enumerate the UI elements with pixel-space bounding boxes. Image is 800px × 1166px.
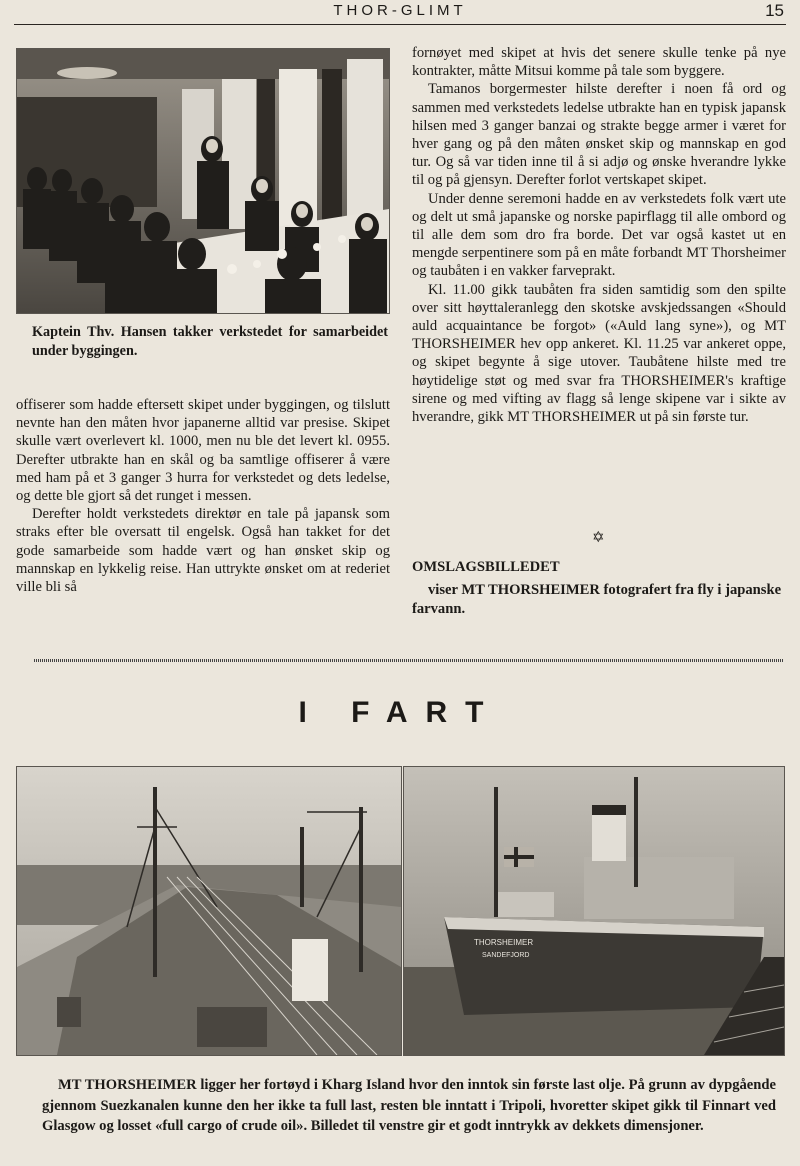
dotted-divider <box>34 659 784 662</box>
banquet-photo <box>16 48 390 314</box>
right-column <box>412 44 786 426</box>
right-paragraph: fornøyet med skipet at hvis det senere skulle tenke på nye kontrakter, måtte Mitsui komme på tale som byggere. <box>412 45 786 80</box>
page-number: 15 <box>765 1 784 20</box>
page-header <box>14 0 786 25</box>
hull-port-text: SANDEFJORD <box>482 952 530 959</box>
ship-moored-photo <box>403 766 785 1056</box>
right-paragraph: Kl. 11.00 gikk taubåten fra siden samtidig som den spilte over sitt høyttaleranlegg den skotske avskjedssangen «Should auld acquaintance be forgot» («Auld lang syne»), og MT THORSHEIMER hev opp ankeret. Kl. 11.25 var ankeret oppe, og skipet begynte å sige utover. Taubåtene hilste med tre høytidelige støt og med svar fra THORSHEIMER's kraftige sirene og med vifting av flagg så lenge skipene var i sikte av hverandre, gikk MT THORSHEIMER ut på sin første tur. <box>412 281 786 426</box>
star-ornament: ✡ <box>592 530 605 546</box>
bottom-photo-caption: MT THORSHEIMER ligger her fortøyd i Kharg Island hvor den inntok sin første last olje. På grunn av dypgående gjennom Suezkanalen kunne den her ikke ta full last, resten ble inntatt i Tripoli, hvoretter skipet gikk til Finnart ved Glasgow og losset «full cargo of crude oil». Billedet til venstre gir et godt inntrykk av dekkets dimensjoner. <box>42 1077 776 1134</box>
top-photo-caption: Kaptein Thv. Hansen takker verkstedet for samarbeidet under byggingen. <box>32 324 388 359</box>
left-column <box>16 396 390 596</box>
magazine-title: THOR-GLIMT <box>333 2 467 19</box>
section-body: viser MT THORSHEIMER fotografert fra fly i japanske farvann. <box>412 582 782 617</box>
ship-deck-photo <box>16 766 402 1056</box>
hull-name-text: THORSHEIMER <box>474 938 534 947</box>
right-paragraph: Under denne seremoni hadde en av verkstedets folk vært ute og delt ut små japanske og norske papirflagg til alle ombord og til alle dem som dro fra borde. Det var også kastet ut en mengde serpentinere som på en måte forbandt MT Thorsheimer og taubåten i en vakker farveprakt. <box>412 190 786 280</box>
right-paragraph: Tamanos borgermester hilste derefter i noen få ord og sammen med verkstedets ledelse utbrakte han en typisk japansk hilsen med 3 ganger banzai og strakte begge armer i været for hver gang og på den måten ønsket skip og mannskap en god tur. Og så var tiden inne til å si adjø og ønske hverandre lykke til og på gjensyn. Derefter forlot vertskapet skipet. <box>412 81 786 189</box>
left-paragraph: Derefter holdt verkstedets direktør en tale på japansk som straks efter ble oversatt til engelsk. Også han takket for det gode samarbeide som hadde vært og han ønsket skip og mannskap en lykkelig reise. Han uttrykte ønsket om at rederiet ville bli så <box>16 506 390 596</box>
left-paragraph: offiserer som hadde eftersett skipet under byggingen, og tilslutt nevnte han den måten hvor japanerne alltid var presise. Skipet skulle vært overlevert kl. 1000, men nu ble det levert kl. 0955. Derefter utbrakte han en skål og ba samtlige offiserer å være med ham på et 3 ganger 3 hurra for verkstedet og dets ledelse, og dette ble gjort så det runget i messen. <box>16 397 390 505</box>
big-heading: I FART <box>298 696 502 729</box>
section-heading: OMSLAGSBILLEDET <box>412 559 560 575</box>
